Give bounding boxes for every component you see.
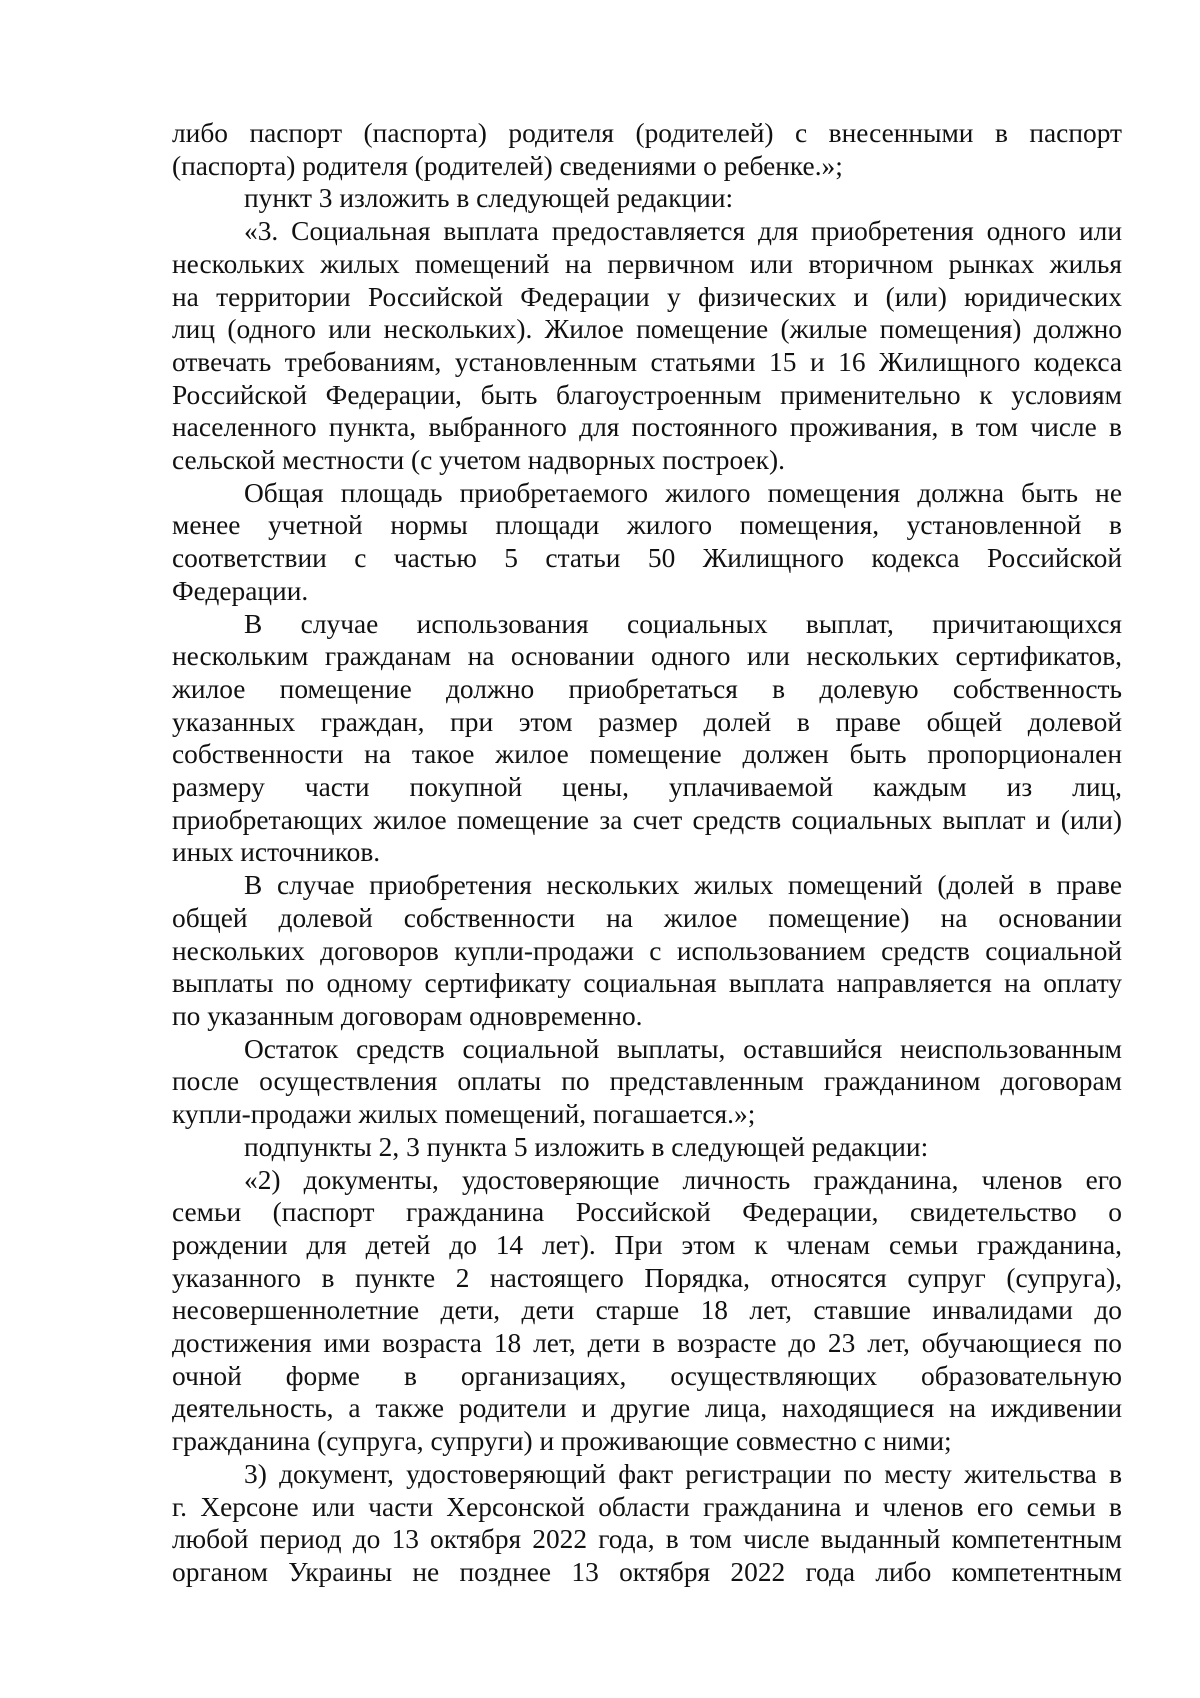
text-line: Общая площадь приобретаемого жилого помещения должна быть не: [244, 477, 1122, 508]
paragraph: [172, 1131, 1122, 1164]
text-line: гражданина (супруга, супруги) и проживающие совместно с ними;: [172, 1426, 952, 1457]
paragraph: [172, 477, 1122, 608]
text-line: Федерации.: [172, 575, 309, 606]
text-line: (паспорта) родителя (родителей) сведениями о ребенке.»;: [172, 150, 843, 181]
text-line: размеру части покупной цены, уплачиваемой каждым из лиц,: [172, 772, 1122, 803]
text-line: лиц (одного или нескольких). Жилое помещение (жилые помещения) должно: [172, 314, 1122, 345]
text-line: В случае использования социальных выплат, причитающихся: [244, 608, 1122, 639]
text-line: соответствии с частью 5 статьи 50 Жилищного кодекса Российской: [172, 543, 1122, 574]
text-line: любой период до 13 октября 2022 года, в том числе выданный компетентным: [172, 1524, 1122, 1555]
text-line: очной форме в организациях, осуществляющих образовательную: [172, 1360, 1122, 1391]
text-line: несовершеннолетние дети, дети старше 18 лет, ставшие инвалидами до: [172, 1295, 1122, 1326]
paragraph: [172, 117, 1122, 182]
text-line: Остаток средств социальной выплаты, оставшийся неиспользованным: [244, 1033, 1122, 1064]
text-line: нескольких договоров купли-продажи с использованием средств социальной: [172, 935, 1122, 966]
text-line: подпункты 2, 3 пункта 5 изложить в следующей редакции:: [244, 1131, 929, 1162]
text-line: семьи (паспорт гражданина Российской Федерации, свидетельство о: [172, 1197, 1122, 1228]
text-line: купли-продажи жилых помещений, погашается.»;: [172, 1099, 756, 1130]
text-line: отвечать требованиям, установленным статьями 15 и 16 Жилищного кодекса: [172, 346, 1122, 377]
text-line: сельской местности (с учетом надворных построек).: [172, 445, 785, 476]
text-line: нескольким гражданам на основании одного или нескольких сертификатов,: [172, 641, 1122, 672]
text-line: «2) документы, удостоверяющие личность гражданина, членов его: [244, 1164, 1122, 1195]
paragraph: [172, 182, 1122, 215]
text-line: г. Херсоне или части Херсонской области гражданина и членов его семьи в: [172, 1491, 1122, 1522]
text-line: указанных граждан, при этом размер долей в праве общей долевой: [172, 706, 1122, 737]
text-line: 3) документ, удостоверяющий факт регистрации по месту жительства в: [244, 1458, 1122, 1489]
text-line: общей долевой собственности на жилое помещение) на основании: [172, 902, 1122, 933]
text-line: выплаты по одному сертификату социальная выплата направляется на оплату: [172, 968, 1122, 999]
paragraph: [172, 1458, 1122, 1589]
text-line: В случае приобретения нескольких жилых помещений (долей в праве: [244, 870, 1122, 901]
text-line: органом Украины не позднее 13 октября 2022 года либо компетентным: [172, 1556, 1122, 1587]
text-line: после осуществления оплаты по представленным гражданином договорам: [172, 1066, 1122, 1097]
text-line: собственности на такое жилое помещение должен быть пропорционален: [172, 739, 1122, 770]
paragraph: [172, 1164, 1122, 1458]
text-line: на территории Российской Федерации у физических и (или) юридических: [172, 281, 1122, 312]
text-line: жилое помещение должно приобретаться в долевую собственность: [172, 673, 1122, 704]
text-line: «3. Социальная выплата предоставляется для приобретения одного или: [244, 216, 1122, 247]
text-line: пункт 3 изложить в следующей редакции:: [244, 183, 734, 214]
text-line: рождении для детей до 14 лет). При этом к членам семьи гражданина,: [172, 1229, 1122, 1260]
paragraph: [172, 608, 1122, 870]
text-line: достижения ими возраста 18 лет, дети в возрасте до 23 лет, обучающиеся по: [172, 1328, 1122, 1359]
paragraph: [172, 869, 1122, 1033]
paragraph: [172, 215, 1122, 477]
text-line: Российской Федерации, быть благоустроенным применительно к условиям: [172, 379, 1122, 410]
text-line: населенного пункта, выбранного для постоянного проживания, в том числе в: [172, 412, 1122, 443]
paragraph: [172, 1033, 1122, 1131]
document-page: [172, 117, 1122, 1589]
text-line: по указанным договорам одновременно.: [172, 1000, 643, 1031]
text-line: деятельность, а также родители и другие лица, находящиеся на иждивении: [172, 1393, 1122, 1424]
text-line: менее учетной нормы площади жилого помещения, установленной в: [172, 510, 1122, 541]
text-line: иных источников.: [172, 837, 381, 868]
text-line: нескольких жилых помещений на первичном или вторичном рынках жилья: [172, 248, 1122, 279]
text-line: приобретающих жилое помещение за счет средств социальных выплат и (или): [172, 804, 1122, 835]
text-line: либо паспорт (паспорта) родителя (родителей) с внесенными в паспорт: [172, 118, 1122, 148]
text-line: указанного в пункте 2 настоящего Порядка, относятся супруг (супруга),: [172, 1262, 1122, 1293]
